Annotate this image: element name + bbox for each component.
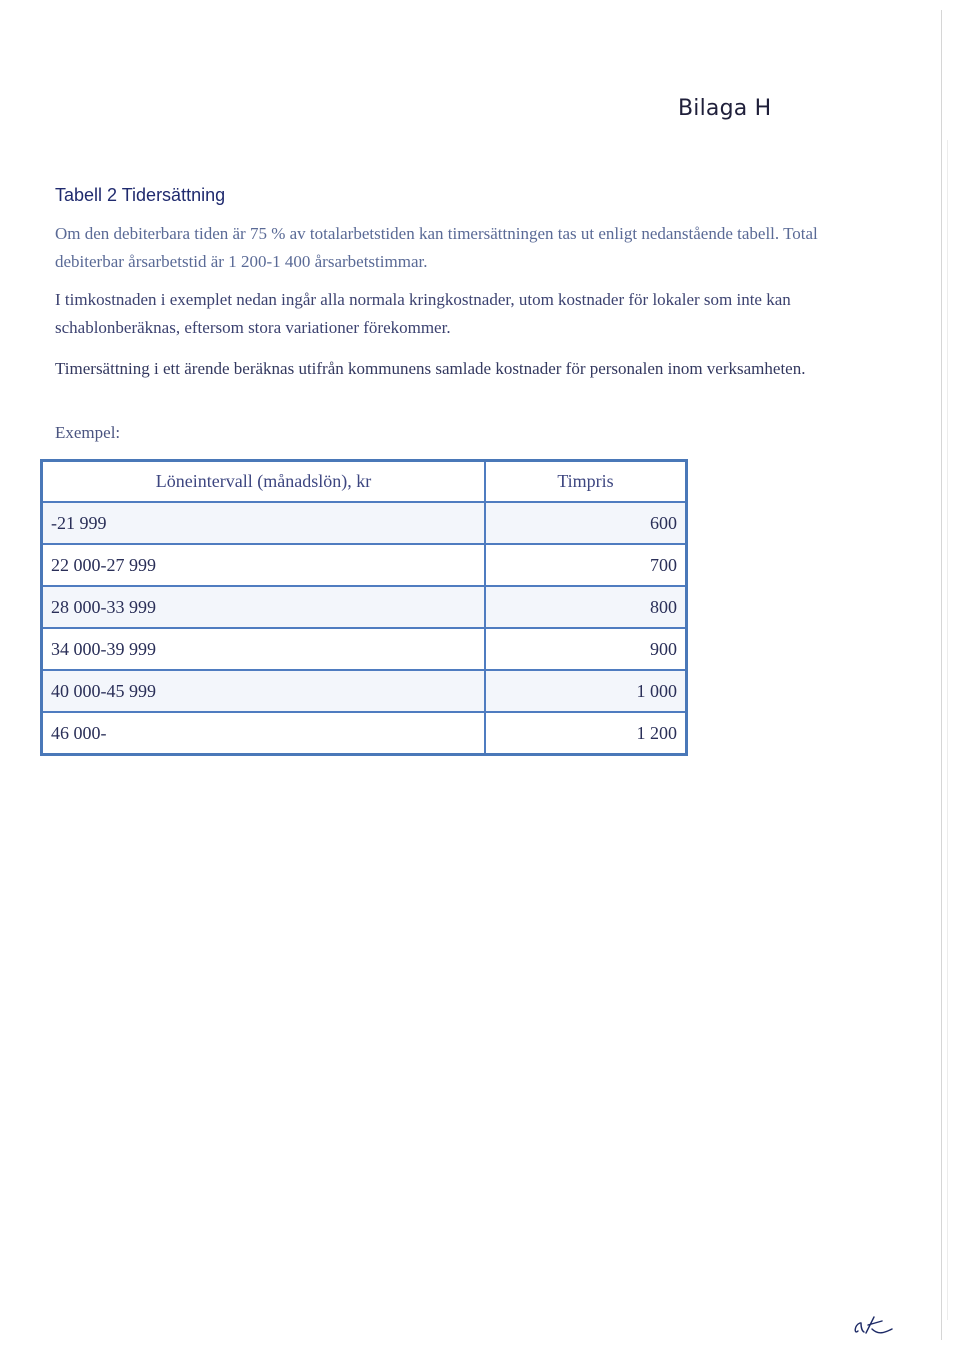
header-salary-range: Löneintervall (månadslön), kr [42,461,486,503]
hourly-price-cell: 900 [485,628,687,670]
hourly-price-cell: 800 [485,586,687,628]
hourly-price-cell: 700 [485,544,687,586]
appendix-label: Bilaga H [678,96,772,121]
hourly-price-cell: 1 000 [485,670,687,712]
header-hourly-price: Timpris [485,461,687,503]
table-row [42,712,687,755]
salary-range-cell: 34 000-39 999 [42,628,486,670]
example-label: Exempel: [55,423,121,442]
paragraph-calculation-basis: Timersättning i ett ärende beräknas utifrån kommunens samlade kostnader för personalen inom verksamheten. [55,359,806,378]
salary-range-cell: 28 000-33 999 [42,586,486,628]
page-edge-line [941,10,942,1340]
salary-range-cell: -21 999 [42,502,486,544]
table-header-row [42,461,687,503]
table-row [42,502,687,544]
salary-range-cell: 22 000-27 999 [42,544,486,586]
hourly-price-cell: 600 [485,502,687,544]
table-row [42,670,687,712]
hourly-price-cell: 1 200 [485,712,687,755]
hourly-rate-table [40,459,688,756]
paragraph-overhead-costs: I timkostnaden i exemplet nedan ingår alla normala kringkostnader, utom kostnader för lokaler som inte kan schablonberäknas, eftersom stora variationer förekommer. [55,290,791,337]
table-row [42,544,687,586]
paragraph-billable-time: Om den debiterbara tiden är 75 % av totalarbetstiden kan timersättningen tas ut enligt nedanstående tabell. Total debiterbar årsarbetstid är 1 200-1 400 årsarbetstimmar. [55,224,818,271]
page-edge-line-faint [947,140,948,1320]
salary-range-cell: 46 000- [42,712,486,755]
handwritten-initials-icon [852,1313,896,1337]
table-row [42,628,687,670]
table-row [42,586,687,628]
salary-range-cell: 40 000-45 999 [42,670,486,712]
table-title: Tabell 2 Tidersättning [55,185,226,205]
